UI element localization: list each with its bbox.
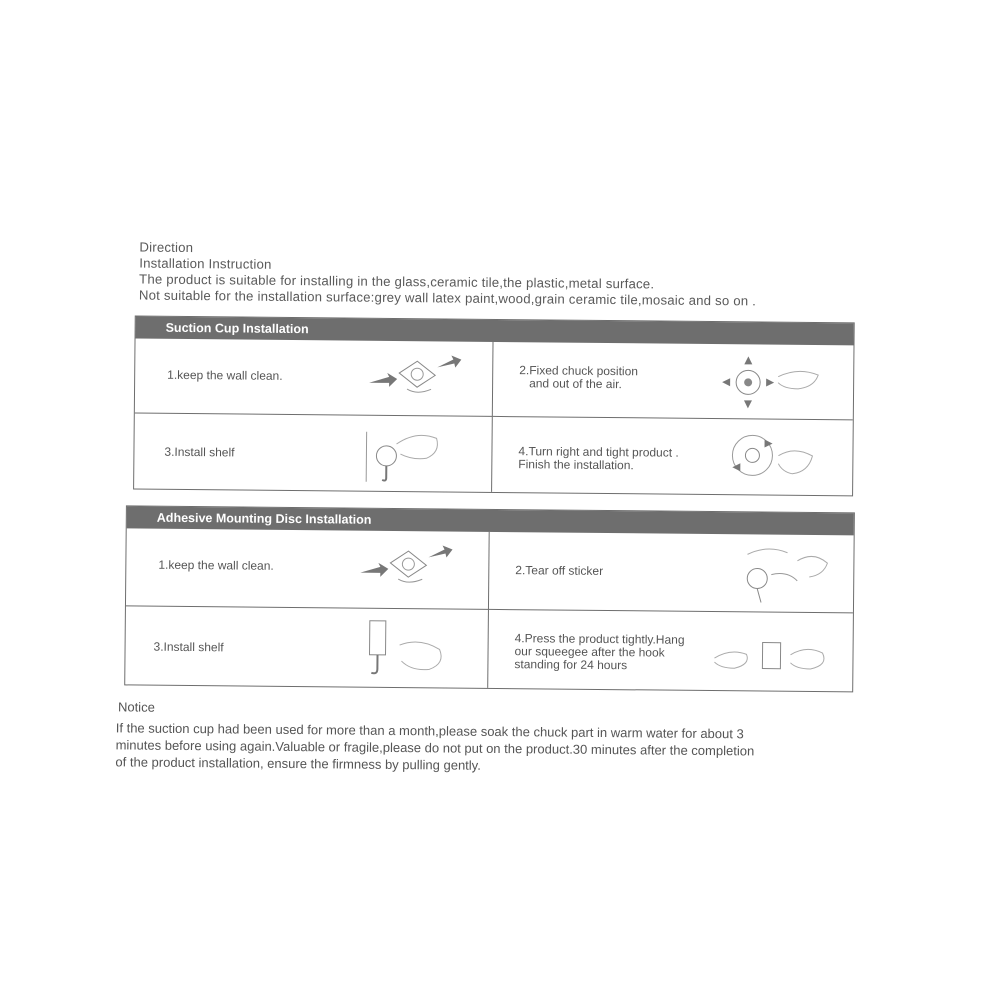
step-text: 4.Turn right and tight product . Finish the installation. xyxy=(518,444,679,473)
step-cell xyxy=(125,606,489,687)
turn-tight-icon xyxy=(724,425,825,490)
step-text: 2.Fixed chuck position and out of the air. xyxy=(519,363,639,392)
section-header: Suction Cup Installation xyxy=(136,316,854,345)
press-product-icon xyxy=(710,624,841,685)
wall-cleaning-icon xyxy=(358,543,458,594)
suitable-text: The product is suitable for installing in the glass,ceramic tile,the plastic,metal surface. xyxy=(139,271,655,292)
intro-block xyxy=(139,240,757,310)
step-text: 2.Tear off sticker xyxy=(515,563,604,578)
step-cell xyxy=(126,528,490,609)
step-cell xyxy=(135,338,494,416)
tear-sticker-icon xyxy=(727,540,838,607)
step-text: 3.Install shelf xyxy=(153,639,224,655)
notice-title: Notice xyxy=(117,699,155,715)
chuck-air-icon xyxy=(718,352,829,413)
step-text: 1.keep the wall clean. xyxy=(167,367,283,383)
install-shelf-icon xyxy=(356,424,447,487)
notice-line: If the suction cup had been used for more than a month,please soak the chuck part in warm water for about 3 xyxy=(115,720,744,742)
step-cell xyxy=(134,413,493,491)
suction-cup-section xyxy=(133,315,855,496)
wall-cleaning-icon xyxy=(367,353,467,404)
step-cell xyxy=(488,610,853,691)
step-cell xyxy=(489,532,854,613)
step-text: 1.keep the wall clean. xyxy=(158,557,274,573)
step-cell xyxy=(493,342,854,420)
direction-heading: Direction xyxy=(139,239,194,256)
hook-install-icon xyxy=(355,615,456,682)
notice-body xyxy=(115,719,875,777)
notice-line: of the product installation, ensure the firmness by pulling gently. xyxy=(115,754,481,773)
not-suitable-text: Not suitable for the installation surface:grey wall latex paint,wood,grain ceramic tile,mosaic and so on . xyxy=(138,287,757,309)
installation-heading: Installation Instruction xyxy=(139,255,272,272)
step-cell xyxy=(492,417,853,495)
adhesive-disc-section xyxy=(124,505,855,692)
step-text: 4.Press the product tightly.Hang our squeegee after the hook standing for 24 hours xyxy=(514,631,685,673)
step-text: 3.Install shelf xyxy=(164,444,235,460)
notice-line: minutes before using again.Valuable or fragile,please do not put on the product.30 minutes after the completion xyxy=(115,737,755,759)
section-header: Adhesive Mounting Disc Installation xyxy=(127,506,854,535)
